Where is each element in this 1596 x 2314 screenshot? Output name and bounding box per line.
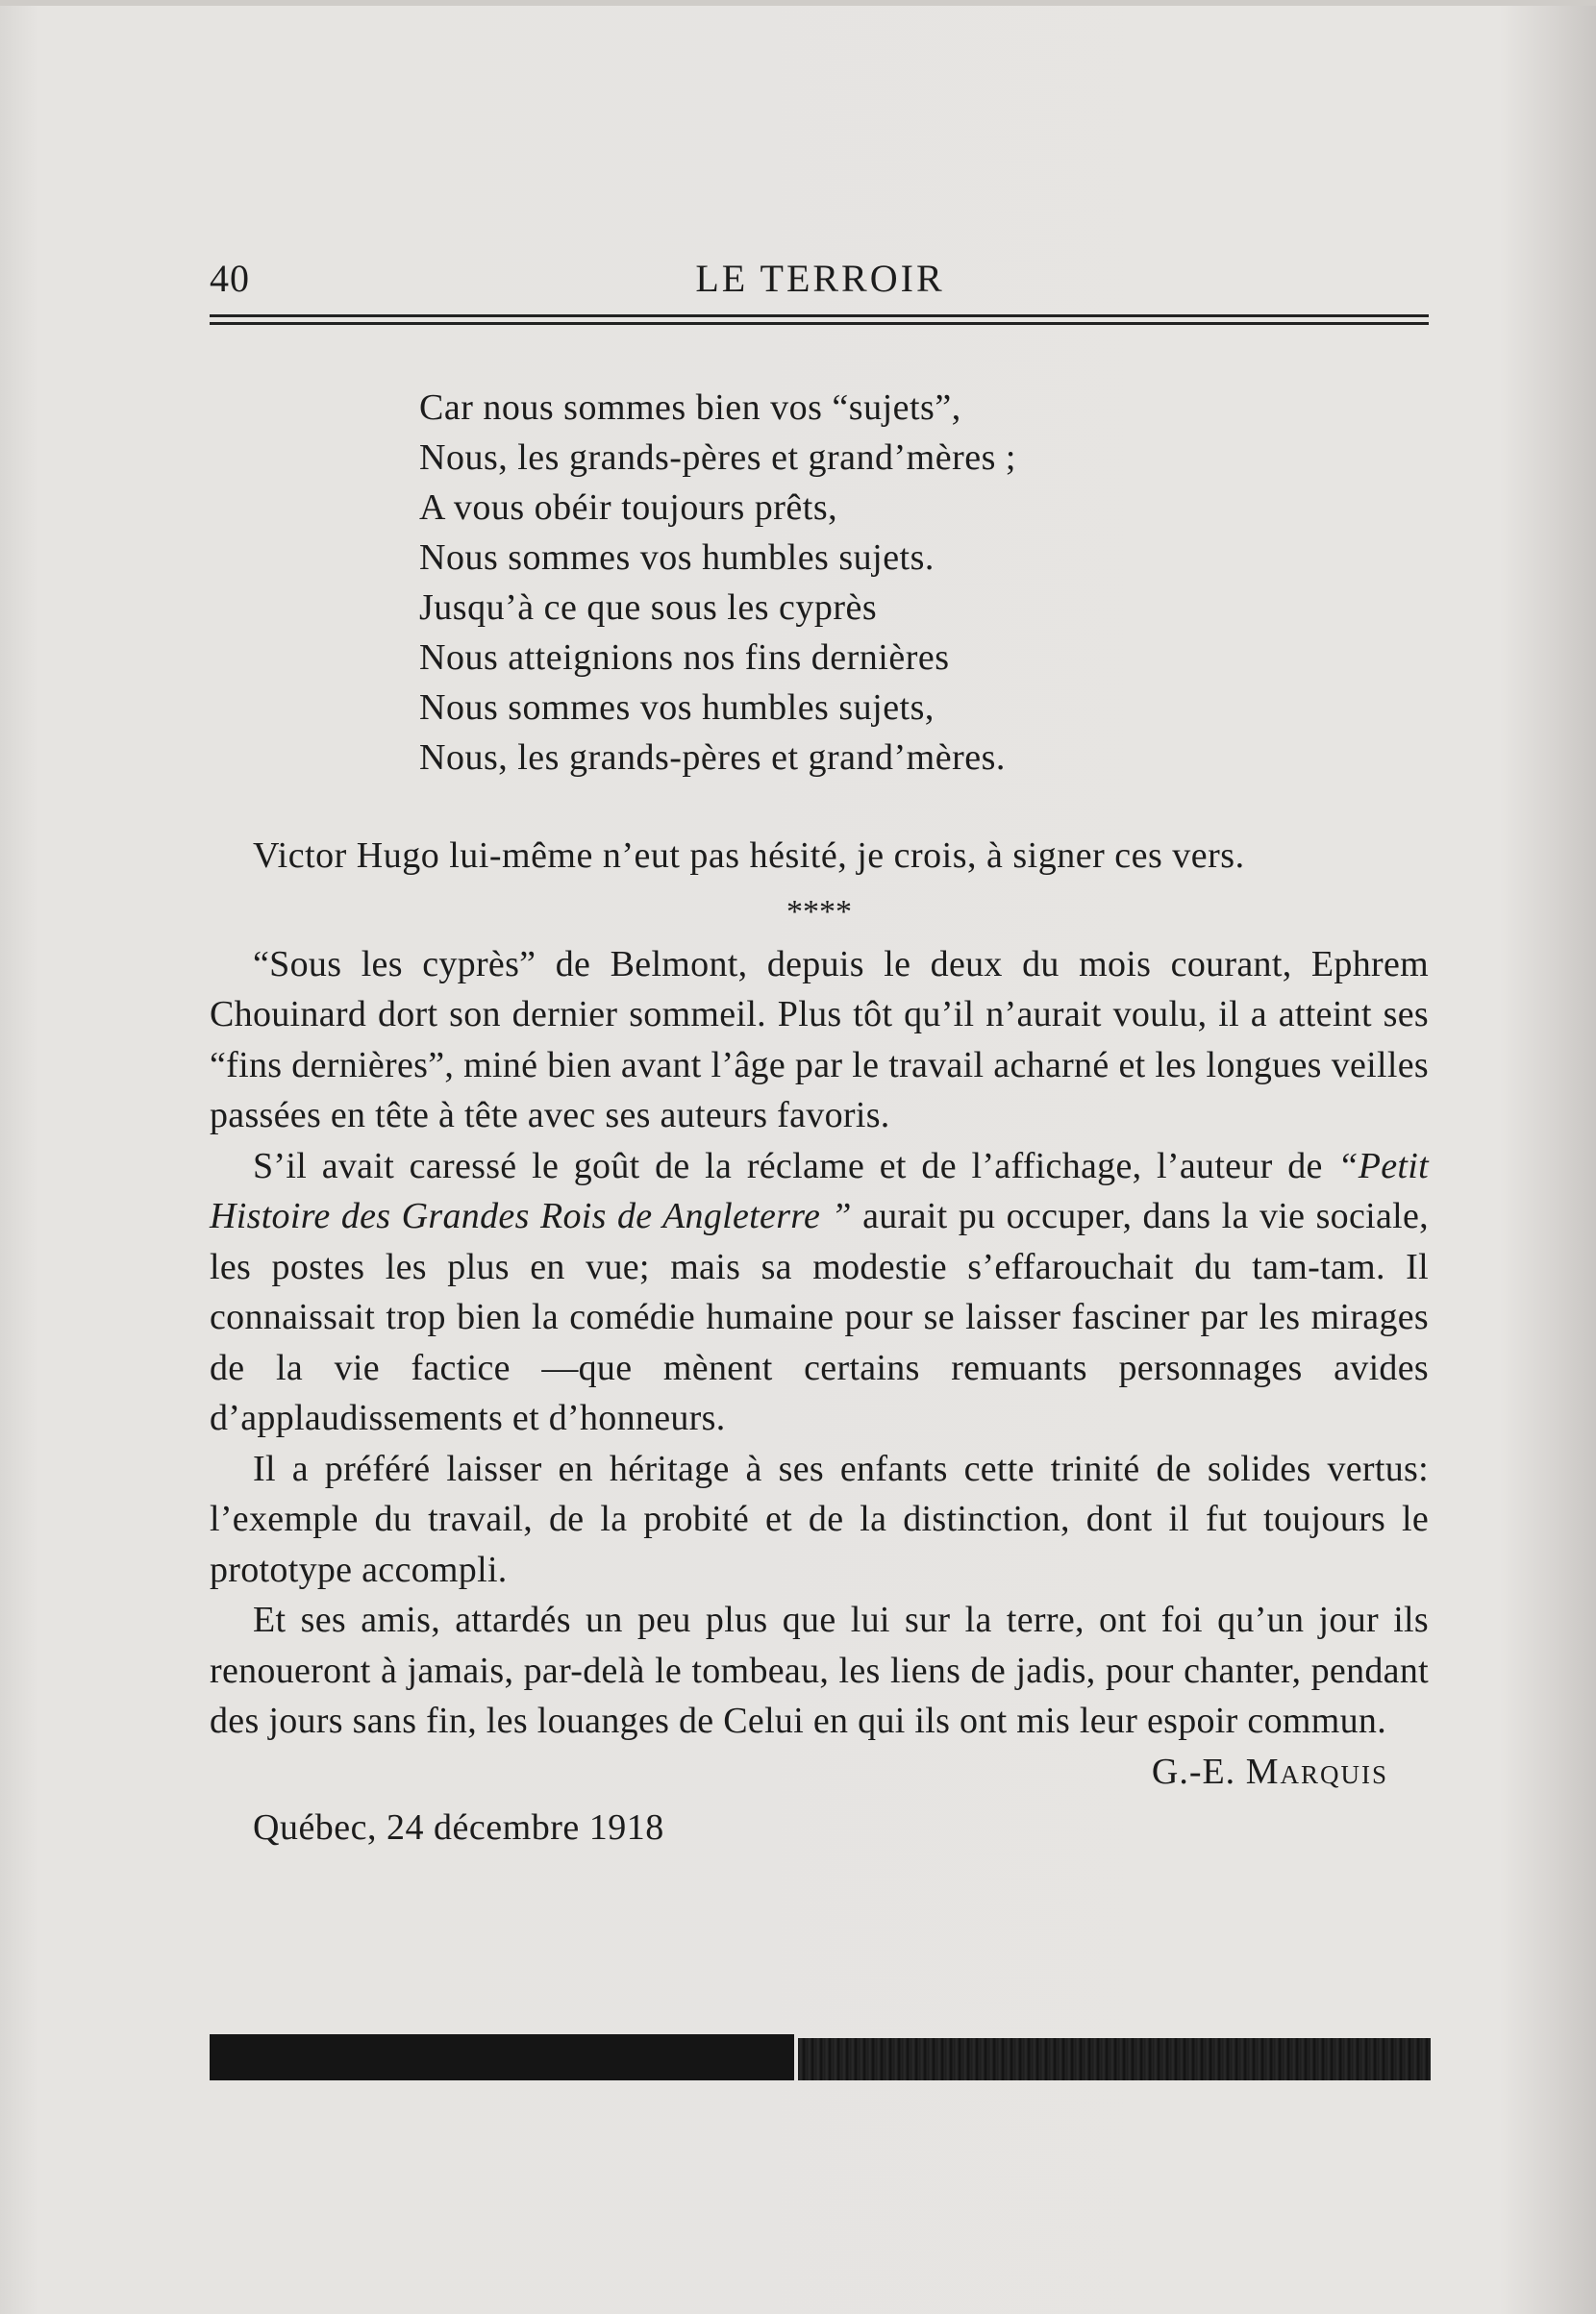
paragraph-2 bbox=[210, 1141, 1429, 1444]
header-rule-bottom bbox=[210, 322, 1429, 325]
footer-bar-left bbox=[210, 2034, 794, 2080]
page-top-edge bbox=[0, 0, 1596, 6]
poem-line: Car nous sommes bien vos “sujets”, bbox=[419, 387, 961, 428]
poem-stanza bbox=[419, 383, 1284, 783]
poem-line: Nous sommes vos humbles sujets. bbox=[419, 537, 935, 578]
poem-line: Nous, les grands-pères et grand’mères ; bbox=[419, 437, 1016, 478]
running-title: LE TERROIR bbox=[695, 257, 945, 300]
author-signature bbox=[210, 1747, 1429, 1798]
page-number: 40 bbox=[210, 257, 250, 300]
footer-bar-right bbox=[798, 2038, 1431, 2080]
poem-line: Nous atteignions nos fins dernières bbox=[419, 637, 950, 678]
header-rule-top bbox=[210, 314, 1429, 317]
page-header bbox=[210, 250, 1431, 308]
section-separator: **** bbox=[786, 893, 852, 930]
footer-ornament-bar bbox=[210, 2034, 1431, 2082]
poem-line: Nous, les grands-pères et grand’mères. bbox=[419, 737, 1006, 778]
paragraph-2-end: aurait pu occuper, dans la vie sociale, les postes les plus en vue; mais sa modestie s’effarouchait du tam-tam. Il connaissait trop bien la comédie humaine pour se laisser fasciner par les mirages de la vie factice —que mènent certains remuants personnages avides d’applaudissements et d’honneurs. bbox=[210, 1196, 1429, 1438]
paragraph-3: Il a préféré laisser en héritage à ses enfants cette trinité de solides vertus: l’exemple du travail, de la probité et de la distinction, dont il fut toujours le prototype accompli. bbox=[210, 1448, 1429, 1590]
paragraph-1: “Sous les cyprès” de Belmont, depuis le deux du mois courant, Ephrem Chouinard dort son dernier sommeil. Plus tôt qu’il n’aurait voulu, il a atteint ses “fins dernières”, miné bien avant l’âge par le travail acharné et les longues veilles passées en tête à tête avec ses auteurs favoris. bbox=[210, 943, 1429, 1135]
author-initials: G.-E. bbox=[1151, 1751, 1236, 1792]
poem-line: A vous obéir toujours prêts, bbox=[419, 487, 838, 528]
book-title: “Petit Histoire des Grandes Rois de Angleterre ” bbox=[210, 1145, 1429, 1236]
header-double-rule bbox=[210, 314, 1429, 326]
paragraph-2-start: S’il avait caressé le goût de la réclame et de l’affichage, l’auteur de bbox=[253, 1145, 1338, 1186]
paragraph-4: Et ses amis, attardés un peu plus que lui sur la terre, ont foi qu’un jour ils renoueront à jamais, par-delà le tombeau, les liens de jadis, pour chanter, pendant des jours sans fin, les louanges de Celui en qui ils ont mis leur espoir commun. bbox=[210, 1600, 1429, 1741]
dateline: Québec, 24 décembre 1918 bbox=[253, 1807, 664, 1848]
intro-paragraph: Victor Hugo lui-même n’eut pas hésité, je crois, à signer ces vers. bbox=[253, 835, 1245, 876]
poem-line: Jusqu’à ce que sous les cyprès bbox=[419, 587, 878, 628]
poem-line: Nous sommes vos humbles sujets, bbox=[419, 687, 935, 728]
article-body bbox=[210, 831, 1429, 1854]
author-surname: Marquis bbox=[1245, 1751, 1388, 1792]
